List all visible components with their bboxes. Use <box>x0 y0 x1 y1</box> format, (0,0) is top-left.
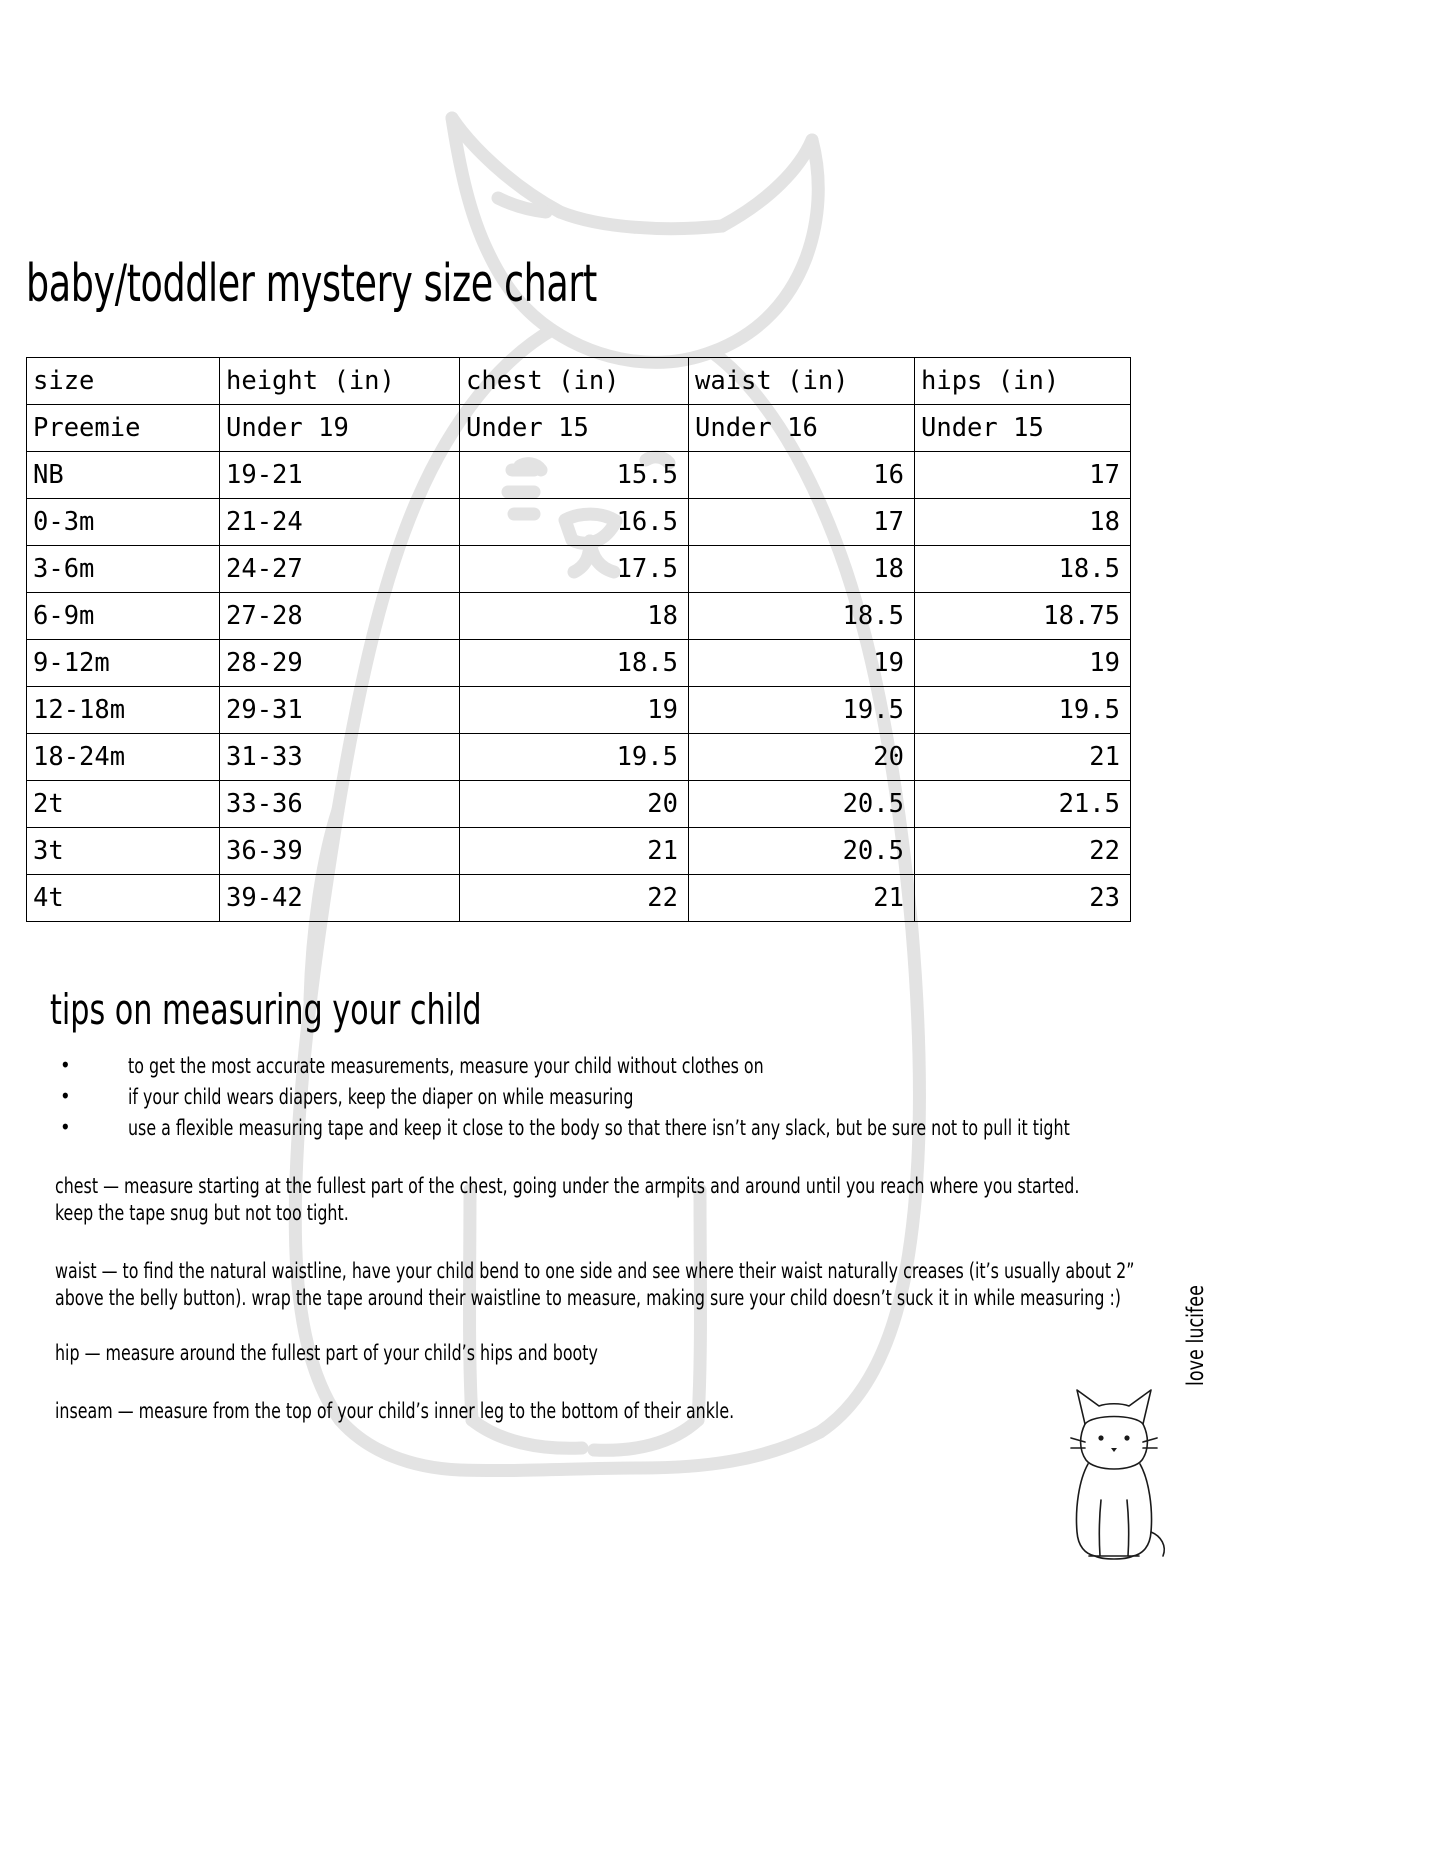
table-row <box>27 499 1131 546</box>
table-row <box>27 593 1131 640</box>
cell-height: 27-28 <box>220 593 460 640</box>
cell-size: 2t <box>27 781 220 828</box>
cell-chest: 17.5 <box>460 546 689 593</box>
cell-hips: 23 <box>915 875 1131 922</box>
tips-section-heading: tips on measuring your child <box>50 985 482 1034</box>
bullet-icon: • <box>60 1115 71 1139</box>
cell-height: 29-31 <box>220 687 460 734</box>
table-row <box>27 452 1131 499</box>
cell-chest: Under 15 <box>460 405 689 452</box>
table-header-row <box>27 358 1131 405</box>
cell-waist: 16 <box>689 452 915 499</box>
table-row <box>27 875 1131 922</box>
cell-size: 3t <box>27 828 220 875</box>
cell-hips: Under 15 <box>915 405 1131 452</box>
cell-height: 24-27 <box>220 546 460 593</box>
cell-hips: 17 <box>915 452 1131 499</box>
table-row <box>27 640 1131 687</box>
cell-height: 36-39 <box>220 828 460 875</box>
tip-text: to get the most accurate measurements, measure your child without clothes on <box>128 1054 764 1078</box>
tip-item <box>50 1114 1170 1145</box>
cell-chest: 19.5 <box>460 734 689 781</box>
table-row <box>27 781 1131 828</box>
cell-chest: 16.5 <box>460 499 689 546</box>
cell-size: Preemie <box>27 405 220 452</box>
cell-height: 21-24 <box>220 499 460 546</box>
cell-height: Under 19 <box>220 405 460 452</box>
cell-waist: 21 <box>689 875 915 922</box>
cat-logo-icon <box>1055 1380 1173 1565</box>
cell-size: NB <box>27 452 220 499</box>
column-header-size: size <box>27 358 220 405</box>
table-row <box>27 828 1131 875</box>
cell-size: 9-12m <box>27 640 220 687</box>
cell-size: 4t <box>27 875 220 922</box>
cell-size: 6-9m <box>27 593 220 640</box>
cell-waist: 20 <box>689 734 915 781</box>
cell-hips: 18 <box>915 499 1131 546</box>
cell-chest: 20 <box>460 781 689 828</box>
size-chart-container <box>26 357 1130 922</box>
waist-line-1: waist — to find the natural waistline, have your child bend to one side and see where their waist naturally creases (it’s usually about 2” <box>55 1259 1135 1283</box>
cell-hips: 19.5 <box>915 687 1131 734</box>
chest-measure-paragraph <box>55 1173 1395 1228</box>
table-row <box>27 687 1131 734</box>
cell-waist: 20.5 <box>689 828 915 875</box>
tip-text: if your child wears diapers, keep the diaper on while measuring <box>128 1085 634 1109</box>
cell-height: 31-33 <box>220 734 460 781</box>
chest-line-2: keep the tape snug but not too tight. <box>55 1201 349 1226</box>
waist-line-2: above the belly button). wrap the tape around their waistline to measure, making sure your child doesn’t suck it in while measuring :) <box>55 1286 1121 1311</box>
cell-waist: 20.5 <box>689 781 915 828</box>
cell-chest: 21 <box>460 828 689 875</box>
cell-waist: Under 16 <box>689 405 915 452</box>
tip-item <box>50 1083 1170 1114</box>
table-row <box>27 546 1131 593</box>
column-header-waist: waist (in) <box>689 358 915 405</box>
cell-chest: 18 <box>460 593 689 640</box>
bullet-icon: • <box>60 1053 71 1077</box>
cell-height: 28-29 <box>220 640 460 687</box>
page-title: baby/toddler mystery size chart <box>26 254 597 314</box>
cell-waist: 17 <box>689 499 915 546</box>
cell-chest: 18.5 <box>460 640 689 687</box>
tip-item <box>50 1052 1170 1083</box>
cell-hips: 18.75 <box>915 593 1131 640</box>
chest-line-1: chest — measure starting at the fullest part of the chest, going under the armpits and around until you reach where you started. <box>55 1174 1080 1198</box>
table-body <box>27 405 1131 922</box>
cell-size: 12-18m <box>27 687 220 734</box>
cell-hips: 22 <box>915 828 1131 875</box>
cell-height: 39-42 <box>220 875 460 922</box>
tips-list <box>50 1052 1170 1145</box>
cell-size: 3-6m <box>27 546 220 593</box>
cell-chest: 22 <box>460 875 689 922</box>
brand-logo <box>1055 1285 1215 1565</box>
cell-hips: 21.5 <box>915 781 1131 828</box>
cell-waist: 18.5 <box>689 593 915 640</box>
cell-chest: 15.5 <box>460 452 689 499</box>
cell-chest: 19 <box>460 687 689 734</box>
table-row <box>27 405 1131 452</box>
column-header-height: height (in) <box>220 358 460 405</box>
cell-hips: 21 <box>915 734 1131 781</box>
column-header-chest: chest (in) <box>460 358 689 405</box>
cell-height: 19-21 <box>220 452 460 499</box>
bullet-icon: • <box>60 1084 71 1108</box>
cell-waist: 18 <box>689 546 915 593</box>
cell-size: 0-3m <box>27 499 220 546</box>
cell-size: 18-24m <box>27 734 220 781</box>
brand-name-label: love lucifee <box>1183 1285 1209 1386</box>
hip-line-1: hip — measure around the fullest part of your child’s hips and booty <box>55 1341 598 1365</box>
cell-height: 33-36 <box>220 781 460 828</box>
cell-waist: 19.5 <box>689 687 915 734</box>
cell-waist: 19 <box>689 640 915 687</box>
tip-text: use a flexible measuring tape and keep it close to the body so that there isn’t any slack, but be sure not to pull it tight <box>128 1116 1070 1140</box>
cell-hips: 18.5 <box>915 546 1131 593</box>
column-header-hips: hips (in) <box>915 358 1131 405</box>
cell-hips: 19 <box>915 640 1131 687</box>
inseam-line-1: inseam — measure from the top of your child’s inner leg to the bottom of their ankle. <box>55 1399 735 1423</box>
table-row <box>27 734 1131 781</box>
size-chart-table <box>26 357 1131 922</box>
